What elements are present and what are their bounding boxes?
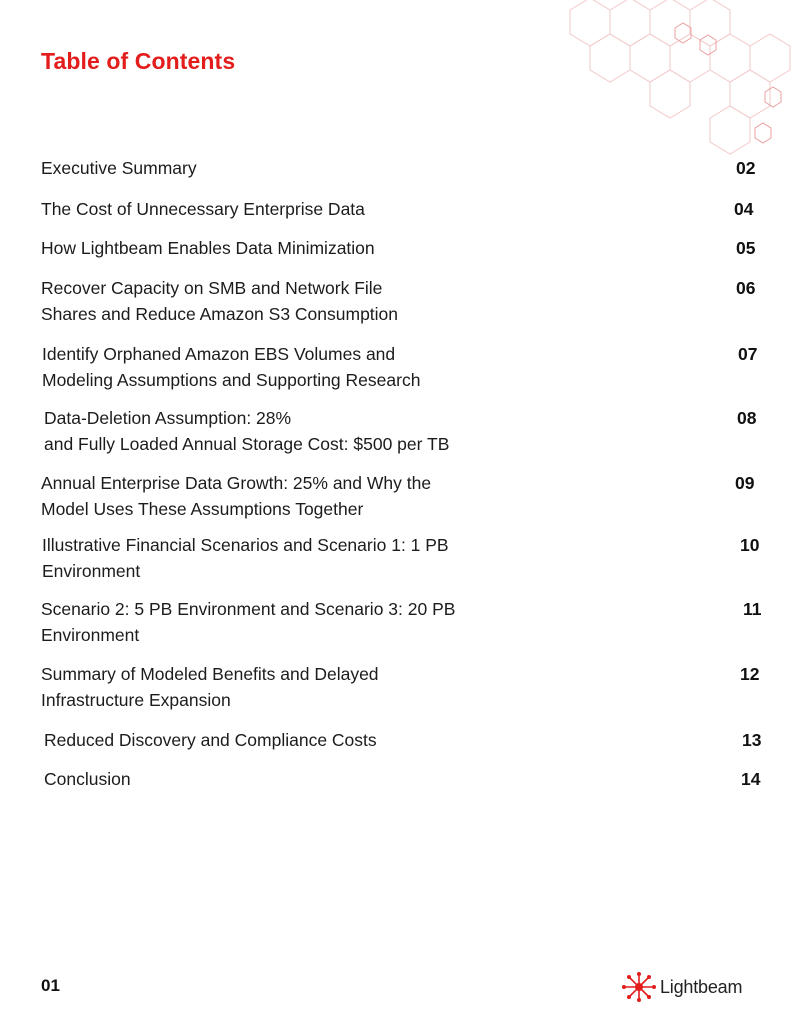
toc-entry-page: 02 xyxy=(736,158,756,178)
toc-entry-page: 09 xyxy=(735,473,755,493)
toc-entry-page: 07 xyxy=(738,344,758,364)
toc-entry-title: The Cost of Unnecessary Enterprise Data xyxy=(41,199,365,219)
toc-entry-page: 12 xyxy=(740,664,760,684)
toc-entry-title: Annual Enterprise Data Growth: 25% and Why the Model Uses These Assumptions Together xyxy=(41,473,432,519)
toc-entry-title: Summary of Modeled Benefits and Delayed Infrastructure Expansion xyxy=(41,664,379,710)
toc-entry-page: 05 xyxy=(736,238,756,258)
toc-entry-page: 08 xyxy=(737,408,757,428)
toc-entry-title: Illustrative Financial Scenarios and Scenario 1: 1 PB Environment xyxy=(42,535,449,581)
toc-entry-title: Reduced Discovery and Compliance Costs xyxy=(44,730,377,750)
hexagon-pattern-decoration xyxy=(550,0,800,160)
toc-entry-page: 14 xyxy=(741,769,761,789)
lightbeam-logo-icon xyxy=(620,970,658,1004)
page-title: Table of Contents xyxy=(41,48,236,74)
toc-entry-page: 06 xyxy=(736,278,756,298)
toc-entry-title: Executive Summary xyxy=(41,158,197,178)
toc-entry-title: Conclusion xyxy=(44,769,131,789)
toc-entry-title: Data-Deletion Assumption: 28% and Fully Loaded Annual Storage Cost: $500 per TB xyxy=(44,408,450,454)
toc-entry-title: How Lightbeam Enables Data Minimization xyxy=(41,238,375,258)
toc-entry-title: Recover Capacity on SMB and Network File Shares and Reduce Amazon S3 Consumption xyxy=(41,278,399,324)
toc-entry-page: 04 xyxy=(734,199,754,219)
toc-entry-page: 13 xyxy=(742,730,762,750)
page-number: 01 xyxy=(41,976,60,995)
toc-entry-title: Scenario 2: 5 PB Environment and Scenario 3: 20 PB Environment xyxy=(41,599,456,645)
brand-name: Lightbeam xyxy=(660,976,743,997)
toc-entry-page: 10 xyxy=(740,535,760,555)
brand-logo xyxy=(620,970,742,1004)
toc-entry-page: 11 xyxy=(743,599,762,619)
toc-entry-title: Identify Orphaned Amazon EBS Volumes and Modeling Assumptions and Supporting Research xyxy=(42,344,421,390)
